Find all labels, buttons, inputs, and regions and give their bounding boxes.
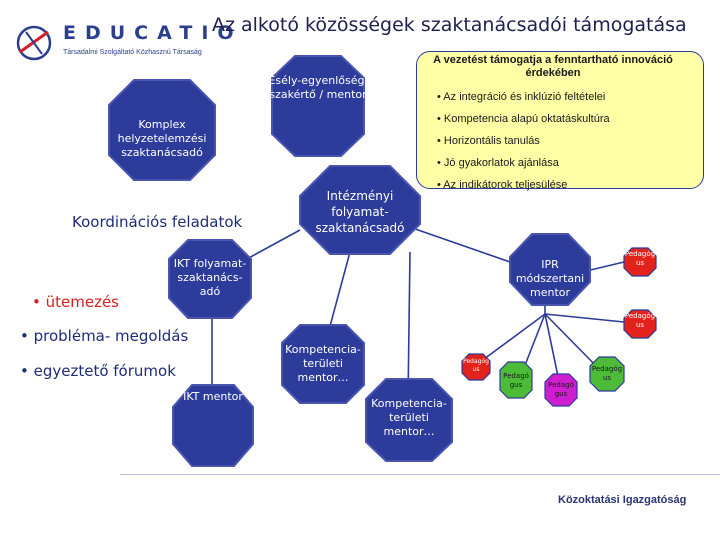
callout-title: A vezetést támogatja a fenntartható innováció érdekében — [433, 54, 673, 79]
connector-line — [545, 314, 624, 322]
pedagogus-label: Pedagógus — [463, 358, 489, 373]
pedagogus-label: Pedagógus — [591, 365, 623, 382]
callout-item: • Az indikátorok teljesülése — [437, 179, 568, 191]
ikt-mentor-label: IKT mentor — [183, 390, 243, 403]
logo-text: EDUCATIO — [63, 22, 243, 44]
footer-divider — [120, 474, 720, 475]
eselyegyenlosegi-octagon — [272, 56, 364, 156]
komplex-label: Komplex helyzetelemzési szaktanácsadó — [117, 118, 207, 159]
utemezes-item: • ütemezés — [32, 293, 119, 311]
kompetencia-label-2: Kompetencia-területi mentor… — [371, 397, 447, 438]
ipr-label: IPR módszertani mentor — [515, 258, 585, 299]
pedagogus-label: Pedagógus — [503, 372, 529, 389]
egyezteto-item: • egyeztető fórumok — [20, 362, 176, 380]
eselyegyenlosegi-label: Esély-egyenlőségi szakértő / mentor — [268, 74, 368, 101]
footer-text: Közoktatási Igazgatóság — [558, 494, 687, 506]
koordinacios-heading: Koordinációs feladatok — [72, 213, 243, 231]
callout-item: • Jó gyakorlatok ajánlása — [437, 157, 559, 169]
problema-item: • probléma- megoldás — [20, 327, 189, 345]
kompetencia-label-1: Kompetencia-területi mentor… — [285, 343, 361, 384]
pedagogus-label: Pedagógus — [624, 250, 656, 267]
ikt-folyamat-label: IKT folyamat-szaktanács-adó — [173, 257, 247, 298]
callout-item: • Az integráció és inklúzió feltételei — [437, 91, 606, 103]
page-title: Az alkotó közösségek szaktanácsadói támogatása — [212, 14, 687, 36]
logo-subtitle: Társadalmi Szolgáltató Közhasznú Társaság — [63, 49, 202, 56]
connector-line — [408, 252, 410, 400]
pedagogus-label: Pedagógus — [624, 312, 656, 329]
intezmenyi-label: Intézményi folyamat-szaktanácsadó — [315, 189, 405, 235]
callout-item: • Kompetencia alapú oktatáskultúra — [437, 113, 610, 125]
pedagogus-label: Pedagógus — [548, 381, 574, 398]
callout-item: • Horizontális tanulás — [437, 135, 540, 147]
